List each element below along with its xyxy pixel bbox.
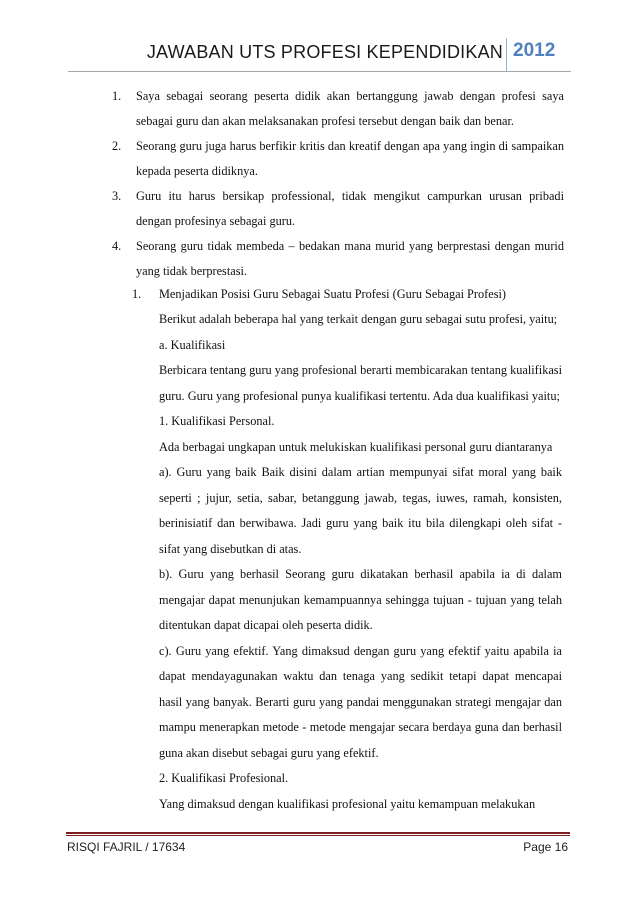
list-item-text: Seorang guru tidak membeda – bedakan mana murid yang berprestasi dengan murid yang tidak berprestasi. <box>136 239 564 278</box>
list-item <box>112 184 564 234</box>
header-year: 2012 <box>513 40 556 61</box>
list-item-text: Saya sebagai seorang peserta didik akan bertanggung jawab dengan profesi saya sebagai guru dan akan melaksanakan profesi tersebut dengan baik dan benar. <box>136 89 564 128</box>
list-item-number: 4. <box>112 239 122 253</box>
list-item-number: 1. <box>112 89 122 103</box>
footer-page-number: Page 16 <box>523 840 568 854</box>
footer-rule <box>66 835 570 836</box>
header-separator <box>506 38 507 72</box>
paragraph: b). Guru yang berhasil Seorang guru dikatakan berhasil apabila ia di dalam mengajar dapat menunjukan kemampuannya sehingga tujuan - tujuan yang telah ditentukan dapat dicapai oleh peserta didik. <box>159 567 562 632</box>
paragraph: Berikut adalah beberapa hal yang terkait dengan guru sebagai sutu profesi, yaitu; <box>159 312 558 326</box>
section-number: 1. <box>132 287 142 301</box>
list-item <box>112 84 564 134</box>
paragraph: a). Guru yang baik Baik disini dalam artian mempunyai sifat moral yang baik seperti ; jujur, setia, sabar, betanggung jawab, tegas, iuwes, ramah, konsisten, berinisiatif dan berwibawa. Jadi guru yang baik itu bila dilengkapi oleh sifat - sifat yang disebutkan di atas. <box>159 465 562 556</box>
list-item <box>112 234 564 284</box>
subheading-kualifikasi-profesional: 2. Kualifikasi Profesional. <box>159 771 289 785</box>
section-guru-profesi <box>132 282 562 817</box>
page-header <box>0 38 638 68</box>
header-rule <box>68 71 571 72</box>
list-item-text: Guru itu harus bersikap professional, tidak mengikut campurkan urusan pribadi dengan profesinya sebagai guru. <box>136 189 564 228</box>
list-item-number: 2. <box>112 139 122 153</box>
list-item-number: 3. <box>112 189 122 203</box>
subheading-kualifikasi: a. Kualifikasi <box>159 337 226 352</box>
paragraph: Berbicara tentang guru yang profesional berarti membicarakan tentang kualifikasi guru. Guru yang profesional punya kualifikasi tertentu. Ada dua kualifikasi yaitu; <box>159 363 562 403</box>
list-item <box>112 134 564 184</box>
footer-rule <box>66 832 570 834</box>
paragraph: Ada berbagai ungkapan untuk melukiskan kualifikasi personal guru diantaranya <box>159 439 553 454</box>
subheading-kualifikasi-personal: 1. Kualifikasi Personal. <box>159 414 275 428</box>
numbered-list <box>112 84 564 284</box>
list-item-text: Seorang guru juga harus berfikir kritis dan kreatif dengan apa yang ingin di sampaikan kepada peserta didiknya. <box>136 139 564 178</box>
footer-author: RISQI FAJRIL / 17634 <box>67 840 186 854</box>
paragraph: c). Guru yang efektif. Yang dimaksud dengan guru yang efektif yaitu apabila ia dapat mendayagunakan waktu dan tenaga yang sedikit tetapi dapat mencapai hasil yang banyak. Berarti guru yang pandai menggunakan strategi mengajar dan mampu menerapkan metode - metode mengajar secara berdaya guna dan berhasil guna akan disebut sebagai guru yang efektif. <box>159 643 562 760</box>
header-title: JAWABAN UTS PROFESI KEPENDIDIKAN <box>146 42 503 62</box>
section-body <box>132 307 562 817</box>
paragraph: Yang dimaksud dengan kualifikasi profesional yaitu kemampuan melakukan <box>159 796 536 811</box>
section-heading <box>132 282 562 307</box>
section-heading-text: Menjadikan Posisi Guru Sebagai Suatu Profesi (Guru Sebagai Profesi) <box>159 287 506 301</box>
